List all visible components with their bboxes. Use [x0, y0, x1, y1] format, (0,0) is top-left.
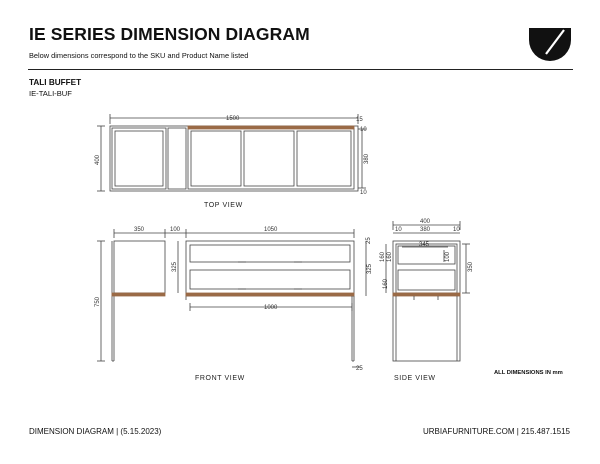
dim-front-height: 750 — [95, 296, 101, 307]
dim-side-width: 400 — [420, 219, 431, 225]
dim-front-drawer-a: 325 — [172, 261, 178, 272]
dim-side-drawer-h: 100 — [445, 251, 451, 262]
dim-front-inner: 1000 — [264, 305, 278, 311]
dim-top-width: 1500 — [226, 116, 240, 122]
dim-front-left: 350 — [134, 227, 145, 233]
dim-side-160-a: 160 — [380, 251, 386, 262]
dim-top-edge-b: 10 — [360, 190, 367, 196]
dim-side-160-c: 160 — [383, 278, 389, 289]
dim-side-edge-a: 10 — [395, 227, 402, 233]
dim-front-gap: 100 — [170, 227, 181, 233]
top-view-drawing — [97, 114, 366, 191]
dim-side-inner: 380 — [420, 227, 431, 233]
dim-front-drawer-b: 325 — [367, 263, 373, 274]
front-view-label: FRONT VIEW — [195, 375, 245, 382]
footer-contact: URBIAFURNITURE.COM | 215.487.1515 — [422, 427, 570, 436]
dim-side-160-b: 160 — [387, 251, 393, 262]
product-sku: IE-TALI-BUF — [29, 89, 72, 98]
front-view-drawing — [97, 229, 366, 367]
side-view-label: SIDE VIEW — [394, 375, 436, 382]
dim-top-edge-right: 15 — [356, 117, 363, 123]
dim-front-body: 1050 — [264, 227, 278, 233]
dim-side-drawer-w: 345 — [419, 242, 430, 248]
dim-top-inner: 380 — [364, 153, 370, 164]
top-view-label: TOP VIEW — [204, 202, 243, 209]
dim-side-edge-b: 10 — [453, 227, 460, 233]
page-subtitle: Below dimensions correspond to the SKU and Product Name listed — [29, 51, 249, 60]
product-name: TALI BUFFET — [29, 78, 82, 87]
footer-diagram-date: DIMENSION DIAGRAM | (5.15.2023) — [29, 427, 162, 436]
page-title: IE SERIES DIMENSION DIAGRAM — [29, 24, 310, 44]
dim-side-height: 350 — [468, 261, 474, 272]
dim-front-small: 25 — [366, 237, 372, 244]
units-note: ALL DIMENSIONS IN mm — [494, 370, 563, 376]
dim-front-leg: 25 — [356, 366, 363, 372]
dim-top-edge-a: 10 — [360, 127, 367, 133]
dim-top-depth: 400 — [95, 154, 101, 165]
